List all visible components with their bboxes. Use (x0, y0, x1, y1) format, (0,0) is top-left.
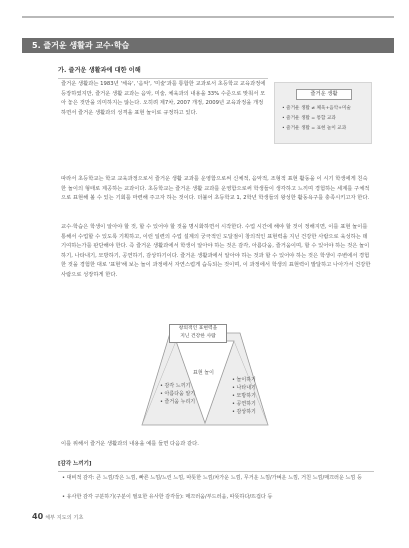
section-title: 5. 즐거운 생활과 교수·학습 (22, 38, 394, 53)
top-rule (22, 16, 394, 18)
sense-bullet: • 유사한 감각 구분하기(구분이 필요한 유사한 감각들): 매끄러움/부드러움, 따뜻하다/뜨겁다 등 (62, 494, 273, 500)
sense-box-heading: [감각 느끼기] (58, 461, 92, 467)
left-item: • 감각 느끼기 (160, 383, 191, 389)
subsection-heading: 가. 즐거운 생활과에 대한 이해 (58, 67, 141, 74)
sidebox-item: • 즐거운 생활 = 통합 교과 (282, 116, 336, 121)
sidebox-item: • 즐거운 생활 ≠ 체육+음악+미술 (282, 106, 351, 111)
intro-paragraph: 즐거운 생활과는 1983년 '체육', '음악', '미술'과를 통합한 교과로서 초등학교 교육과정에 등장하였지만, 즐거운 생활 교과는 음악, 미술, 체육과의 내용을 33% 수준으로 맞춰서 모아 놓은 것만을 의미하지는 않는다. 오히려 제7차, 2007 개정, 2009년 교육과정을 개정하면서 즐거운 생활과의 성격을 표현 놀이로 규정하고 있다. (61, 81, 266, 116)
sense-box-divider (58, 471, 374, 472)
diagram-caption: 이를 위해서 즐거운 생활과의 내용을 예를 들면 다음과 같다. (61, 441, 199, 447)
summary-sidebox (274, 82, 372, 144)
right-item: • 공연하기 (232, 401, 256, 407)
center-label: 표현 놀이 (193, 370, 214, 376)
right-item: • 모방하기 (232, 393, 256, 399)
body-paragraph-3: 교수·학습은 학생이 알아야 할 것, 할 수 있어야 할 것을 명시화하면서 시작한다. 수업 시간에 해야 할 것이 정해지면, 이를 표현 놀이를 통해서 수업할 수 있도록 기획하고, 이런 일련의 수업 설계의 궁극적인 도달점이 창의적인 표현력을 지닌 건강한 사람으로 육성하는 데 기여하는가를 판단해야 한다. 즉 즐거운 생활과에서 학생이 알아야 하는 것은 감각, 아름다움, 즐거움이며, 할 수 있어야 하는 것은 놀이하기, 나타내기, 모방하기, 공연하기, 감상하기이다. 즐거운 생활과에서 알아야 하는 것과 할 수 있어야 하는 것은 학생이 주변에서 경험한 것을 경험한 대로 '표현'해 보는 놀이 과정에서 자연스럽게 습득되는 것이며, 이 과정에서 학생의 표현력이 발달하고 나아가서 건강한 사람으로 성장하게 한다. (61, 224, 371, 278)
running-title: 체부 지도의 기초 (45, 515, 84, 521)
sidebox-item: • 즐거운 생활 = 표현 놀이 교과 (282, 126, 347, 131)
body-paragraph-2: 따라서 초등학교는 학교 교육과정으로서 즐거운 생활 교과를 운영함으로써 신체적, 음악적, 조형적 표현 활동을 이 시기 학생에게 친숙한 놀이의 형태로 제공하는 교과이다. 초등학교는 즐거운 생활 교과를 운영함으로써 학생들이 생각하고 느끼며 경험하는 세계를 구체적으로 표현해 볼 수 있는 기회를 마련해 주고자 하는 것이다. 더불어 초등학교 1, 2학년 학생들의 왕성한 활동욕구를 충족시키고자 한다. (61, 176, 370, 202)
left-item: • 아름다움 알기 (160, 391, 196, 397)
diagram-top-goal-box (169, 324, 227, 343)
right-item: • 나타내기 (232, 385, 256, 391)
sidebox-title: 즐거운 생활 (296, 89, 352, 100)
right-item: • 놀이하기 (232, 377, 256, 383)
subsection-divider (58, 78, 268, 79)
goal-line-2: 지닌 건강한 사람 (180, 334, 216, 339)
right-item: • 감상하기 (232, 409, 256, 415)
left-item: • 즐거움 누리기 (160, 399, 196, 405)
page-number: 40 (32, 512, 44, 521)
sense-bullet: • 대비적 감각: 큰 느낌/작은 느낌, 빠른 느낌/느린 느낌, 따뜻한 느낌/차가운 느낌, 무거운 느낌/가벼운 느낌, 거친 느낌/매끄러운 느낌 등 (62, 475, 362, 481)
goal-line-1: 창의적인 표현력을 (178, 326, 218, 331)
